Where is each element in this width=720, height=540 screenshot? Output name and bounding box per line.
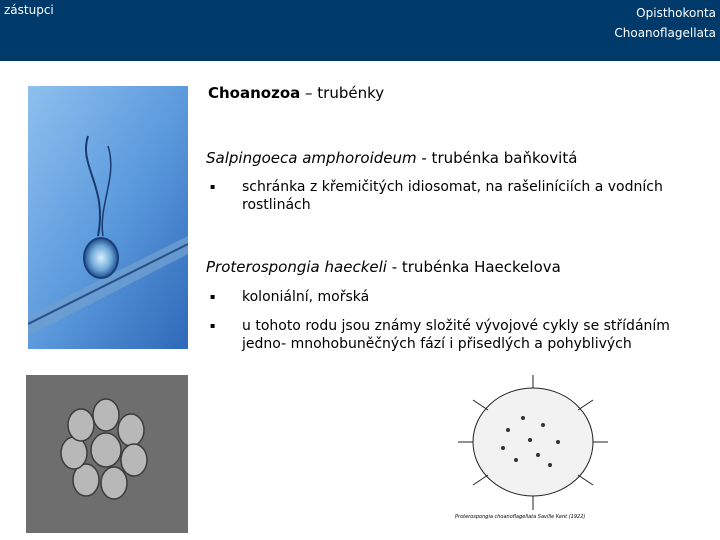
bullet-mark: ▪ (210, 321, 216, 330)
species-proterospongia (206, 258, 561, 276)
header-left-label: zástupci (4, 3, 54, 17)
bullet-mark: ▪ (210, 182, 216, 191)
header-right (614, 3, 716, 43)
header-right-line2: Choanoflagellata (614, 26, 716, 40)
bullet-proterospongia-2: u tohoto rodu jsou známy složité vývojové cykly se střídáním jedno- mnohobuněčných fází i přisedlých a pohyblivých (242, 318, 670, 352)
slide-title (208, 84, 384, 102)
bullet-mark: ▪ (210, 292, 216, 301)
title-bold: Choanozoa (208, 84, 301, 102)
species-salpingoeca-latin: Salpingoeca amphoroideum (206, 149, 417, 167)
species-proterospongia-latin: Proterospongia haeckeli (206, 258, 387, 276)
illustration-caption: Proterospongia choanoflagellata Saville Kent (1922) (455, 514, 586, 520)
species-salpingoeca-common: - trubénka baňkovitá (416, 149, 578, 167)
title-rest: – trubénky (300, 84, 385, 102)
header-right-line1: Opisthokonta (636, 6, 716, 20)
header-bar (0, 0, 720, 61)
proterospongia-illustration (448, 370, 618, 524)
bullet-salpingoeca-1: schránka z křemičitých idiosomat, na rašeliníciích a vodních rostlinách (242, 179, 663, 213)
species-proterospongia-common: - trubénka Haeckelova (386, 258, 561, 276)
species-salpingoeca (206, 149, 577, 167)
bullet-proterospongia-1: koloniální, mořská (242, 289, 370, 305)
salpingoeca-photo (28, 86, 188, 349)
colony-photo (26, 375, 188, 533)
